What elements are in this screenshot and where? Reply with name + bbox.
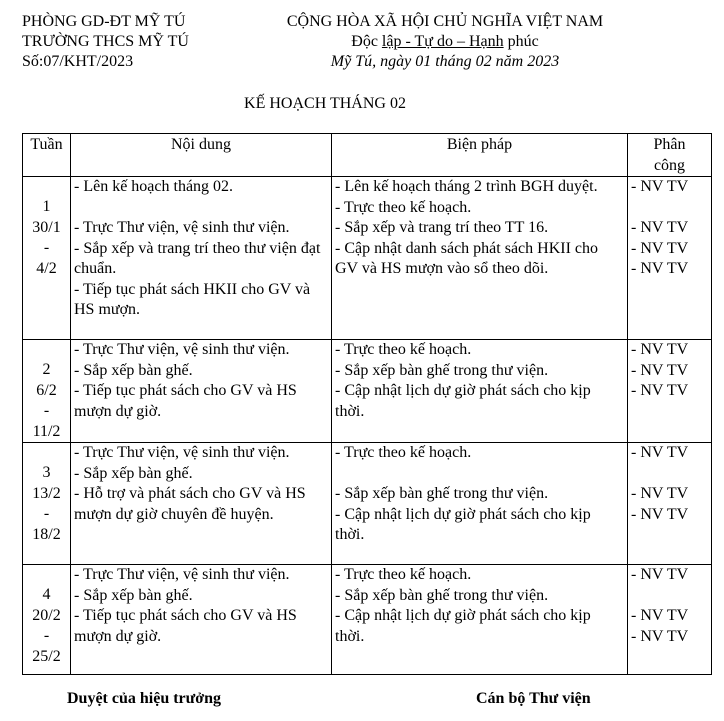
measure-cell-line: - Sắp xếp và trang trí theo TT 16.	[335, 219, 549, 236]
table-row	[23, 340, 712, 443]
week-cell	[23, 177, 71, 340]
measure-cell-line: - Sắp xếp bàn ghế trong thư viện.	[335, 586, 549, 604]
librarian-label: Cán bộ Thư viện	[476, 690, 591, 707]
content-cell	[71, 565, 332, 675]
assign-cell-line: - NV TV	[631, 607, 689, 624]
assign-cell-line: - NV TV	[631, 382, 689, 399]
content-cell	[71, 340, 332, 443]
measure-cell	[332, 177, 628, 340]
assign-cell-line: - NV TV	[631, 178, 689, 195]
assign-cell	[628, 565, 712, 675]
header-measure: Biện pháp	[332, 134, 628, 177]
motto-part-c: phúc	[503, 33, 539, 50]
assign-cell	[628, 177, 712, 340]
week-cell-line: 25/2	[32, 647, 61, 665]
motto-part-a: Độc	[351, 33, 382, 50]
issue-date: Mỹ Tú, ngày 01 tháng 02 năm 2023	[330, 53, 560, 70]
measure-cell	[332, 443, 628, 565]
content-cell-line: - Tiếp tục phát sách cho GV và HS mượn dự giờ.	[74, 607, 297, 645]
plan-table	[22, 133, 712, 675]
week-cell-line: -	[43, 505, 50, 522]
week-cell-line: 20/2	[32, 606, 61, 624]
content-cell	[71, 443, 332, 565]
measure-cell-line: - Sắp xếp bàn ghế trong thư viện.	[335, 361, 549, 379]
assign-cell-line: - NV TV	[631, 444, 689, 461]
measure-cell	[332, 340, 628, 443]
measure-cell-line: - Cập nhật lịch dự giờ phát sách cho kịp thời.	[335, 382, 591, 420]
assign-cell-line: - NV TV	[631, 361, 689, 379]
issuer-block	[22, 12, 222, 72]
measure-cell-line	[335, 464, 624, 485]
content-cell	[71, 177, 332, 340]
table-row	[23, 177, 712, 340]
week-cell-line: 11/2	[32, 422, 61, 440]
content-cell-line: - Tiếp tục phát sách HKII cho GV và HS mượn.	[74, 280, 311, 318]
measure-cell	[332, 565, 628, 675]
week-cell-line: -	[43, 239, 50, 256]
measure-cell-line: - Sắp xếp bàn ghế trong thư viện.	[335, 485, 549, 502]
content-cell-line: - Trực Thư viện, vệ sinh thư viện.	[74, 566, 290, 583]
table-row	[23, 565, 712, 675]
assign-cell-line: - NV TV	[631, 239, 689, 257]
assign-cell-line: - NV TV	[631, 627, 689, 645]
week-cell-line: 2	[42, 361, 51, 378]
content-cell-line: - Hỗ trợ và phát sách cho GV và HS mượn dự giờ chuyên đề huyện.	[74, 485, 306, 523]
document-title: KẾ HOẠCH THÁNG 02	[244, 95, 406, 112]
assign-cell-line: - NV TV	[631, 260, 689, 277]
principal-approval-label: Duyệt của hiệu trưởng	[67, 690, 222, 707]
header-assign: Phân công	[628, 134, 712, 177]
assign-cell-line: - NV TV	[631, 485, 689, 502]
content-cell-line: - Trực Thư viện, vệ sinh thư viện.	[74, 341, 290, 358]
table-body	[23, 177, 712, 675]
assign-cell-line	[631, 586, 708, 607]
content-cell-line: - Trực Thư viện, vệ sinh thư viện.	[74, 444, 290, 461]
week-cell	[23, 565, 71, 675]
week-cell-line: 4	[42, 586, 51, 603]
nation-title: CỘNG HÒA XÃ HỘI CHỦ NGHĨA VIỆT NAM	[286, 13, 604, 30]
content-cell-line: - Lên kế hoạch tháng 02.	[74, 178, 234, 195]
week-cell-line: 1	[42, 198, 51, 215]
content-cell-line: - Tiếp tục phát sách cho GV và HS mượn dự giờ.	[74, 382, 297, 420]
measure-cell-line: - Cập nhật danh sách phát sách HKII cho GV và HS mượn vào sổ theo dõi.	[335, 239, 599, 277]
assign-cell-line	[631, 464, 708, 485]
assign-cell-line	[631, 198, 708, 219]
week-cell-line: -	[43, 402, 50, 419]
national-heading	[250, 12, 640, 72]
assign-cell-line: - NV TV	[631, 505, 689, 523]
content-cell-line	[74, 198, 328, 219]
national-motto	[250, 32, 640, 52]
week-cell	[23, 443, 71, 565]
week-cell-line: 4/2	[36, 259, 57, 277]
assign-cell-line: - NV TV	[631, 341, 689, 358]
assign-cell	[628, 340, 712, 443]
week-cell-line: 18/2	[32, 525, 61, 543]
measure-cell-line: - Lên kế hoạch tháng 2 trình BGH duyệt.	[335, 178, 598, 195]
measure-cell-line: - Cập nhật lịch dự giờ phát sách cho kịp thời.	[335, 607, 591, 645]
assign-cell-line: - NV TV	[631, 219, 689, 236]
week-cell	[23, 340, 71, 443]
assign-cell-line: - NV TV	[631, 566, 689, 583]
measure-cell-line: - Trực theo kế hoạch.	[335, 198, 472, 216]
week-cell-line: 3	[42, 464, 51, 481]
measure-cell-line: - Cập nhật lịch dự giờ phát sách cho kịp thời.	[335, 505, 591, 543]
week-cell-line: -	[43, 627, 50, 644]
header-content: Nội dung	[71, 134, 332, 177]
content-cell-line: - Sắp xếp và trang trí theo thư viện đạt chuẩn.	[74, 239, 321, 277]
week-cell-line: 13/2	[32, 484, 61, 502]
measure-cell-line: - Trực theo kế hoạch.	[335, 444, 472, 461]
table-row	[23, 443, 712, 565]
table-header-row	[23, 134, 712, 177]
content-cell-line: - Sắp xếp bàn ghế.	[74, 464, 193, 482]
measure-cell-line: - Trực theo kế hoạch.	[335, 566, 472, 583]
content-cell-line: - Sắp xếp bàn ghế.	[74, 586, 193, 604]
motto-part-b: lập - Tự do – Hạnh	[381, 33, 504, 50]
content-cell-line: - Trực Thư viện, vệ sinh thư viện.	[74, 219, 290, 236]
content-cell-line: - Sắp xếp bàn ghế.	[74, 361, 193, 379]
assign-cell	[628, 443, 712, 565]
department-name: PHÒNG GD-ĐT MỸ TÚ	[22, 13, 186, 30]
week-cell-line: 6/2	[36, 381, 57, 399]
school-name: TRƯỜNG THCS MỸ TÚ	[22, 33, 189, 50]
header-week: Tuần	[23, 134, 71, 177]
week-cell-line: 30/1	[32, 218, 61, 236]
measure-cell-line: - Trực theo kế hoạch.	[335, 341, 472, 358]
document-number: Số:07/KHT/2023	[22, 53, 134, 70]
